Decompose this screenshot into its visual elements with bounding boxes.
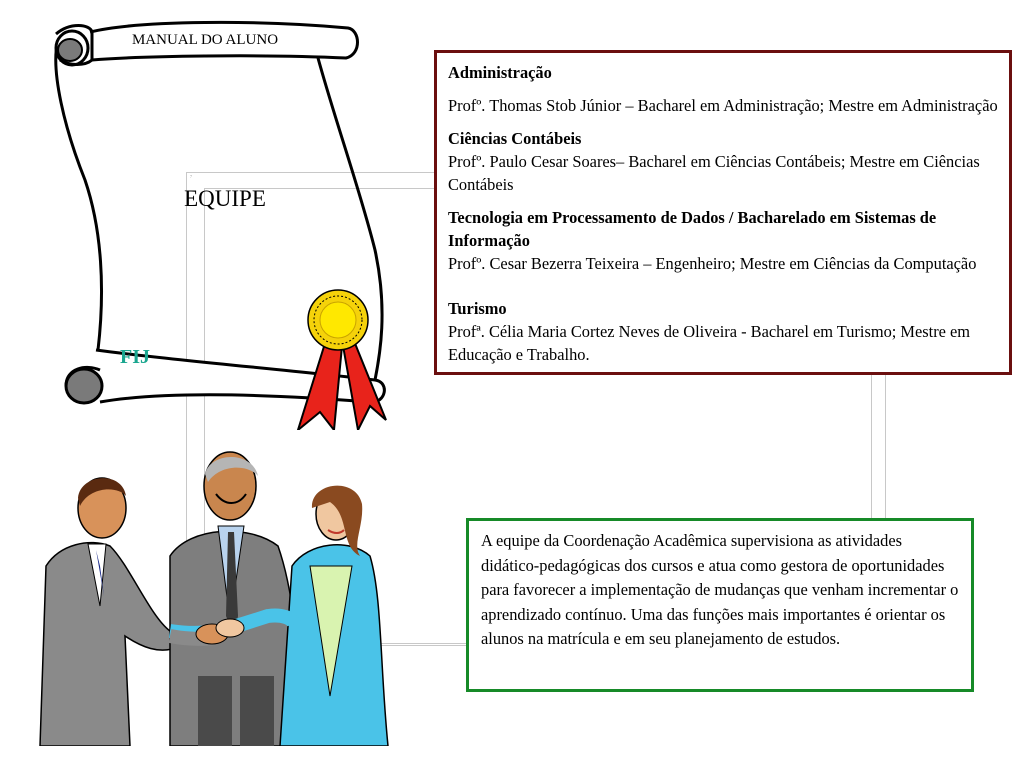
- faculty-professor: Profº. Paulo Cesar Soares– Bacharel em Ciências Contábeis; Mestre em Ciências Contábeis: [448, 152, 980, 194]
- faculty-box: [434, 50, 1012, 375]
- faculty-area: Tecnologia em Processamento de Dados / Bacharelado em Sistemas de Informação: [448, 208, 937, 250]
- faculty-entry: [448, 297, 998, 366]
- frame-caption: 7: [190, 174, 192, 179]
- faculty-professor: Profº. Cesar Bezerra Teixeira – Engenheiro; Mestre em Ciências da Computação: [448, 254, 977, 273]
- faculty-professor: Profª. Célia Maria Cortez Neves de Oliveira - Bacharel em Turismo; Mestre em Educação e Trabalho.: [448, 322, 971, 364]
- handshake-illustration: [30, 446, 410, 746]
- faculty-entry: [448, 61, 998, 117]
- page-title: EQUIPE: [184, 186, 266, 211]
- description-box: [466, 518, 974, 692]
- faculty-professor: Profº. Thomas Stob Júnior – Bacharel em Administração; Mestre em Administração: [448, 96, 998, 115]
- brand-label: FIJ: [120, 346, 150, 368]
- scroll-icon: [30, 10, 410, 430]
- faculty-entry: [448, 206, 998, 275]
- ribbon-award-icon: [298, 290, 386, 430]
- faculty-area: Administração: [448, 63, 552, 82]
- description-text: A equipe da Coordenação Acadêmica supervisiona as atividades didático-pedagógicas dos cursos e atua como gestora de oportunidades para favorecer a implementação de mudanças que venham incrementar o aprendizado contínuo. Uma das funções mais importantes é orientar os alunos na matrícula e em seu planejamento de estudos.: [481, 531, 959, 648]
- businessman-left-figure: [40, 478, 180, 746]
- scroll-title: MANUAL DO ALUNO: [131, 32, 279, 48]
- faculty-area: Turismo: [448, 299, 507, 318]
- faculty-area: Ciências Contábeis: [448, 129, 582, 148]
- faculty-entry: [448, 127, 998, 196]
